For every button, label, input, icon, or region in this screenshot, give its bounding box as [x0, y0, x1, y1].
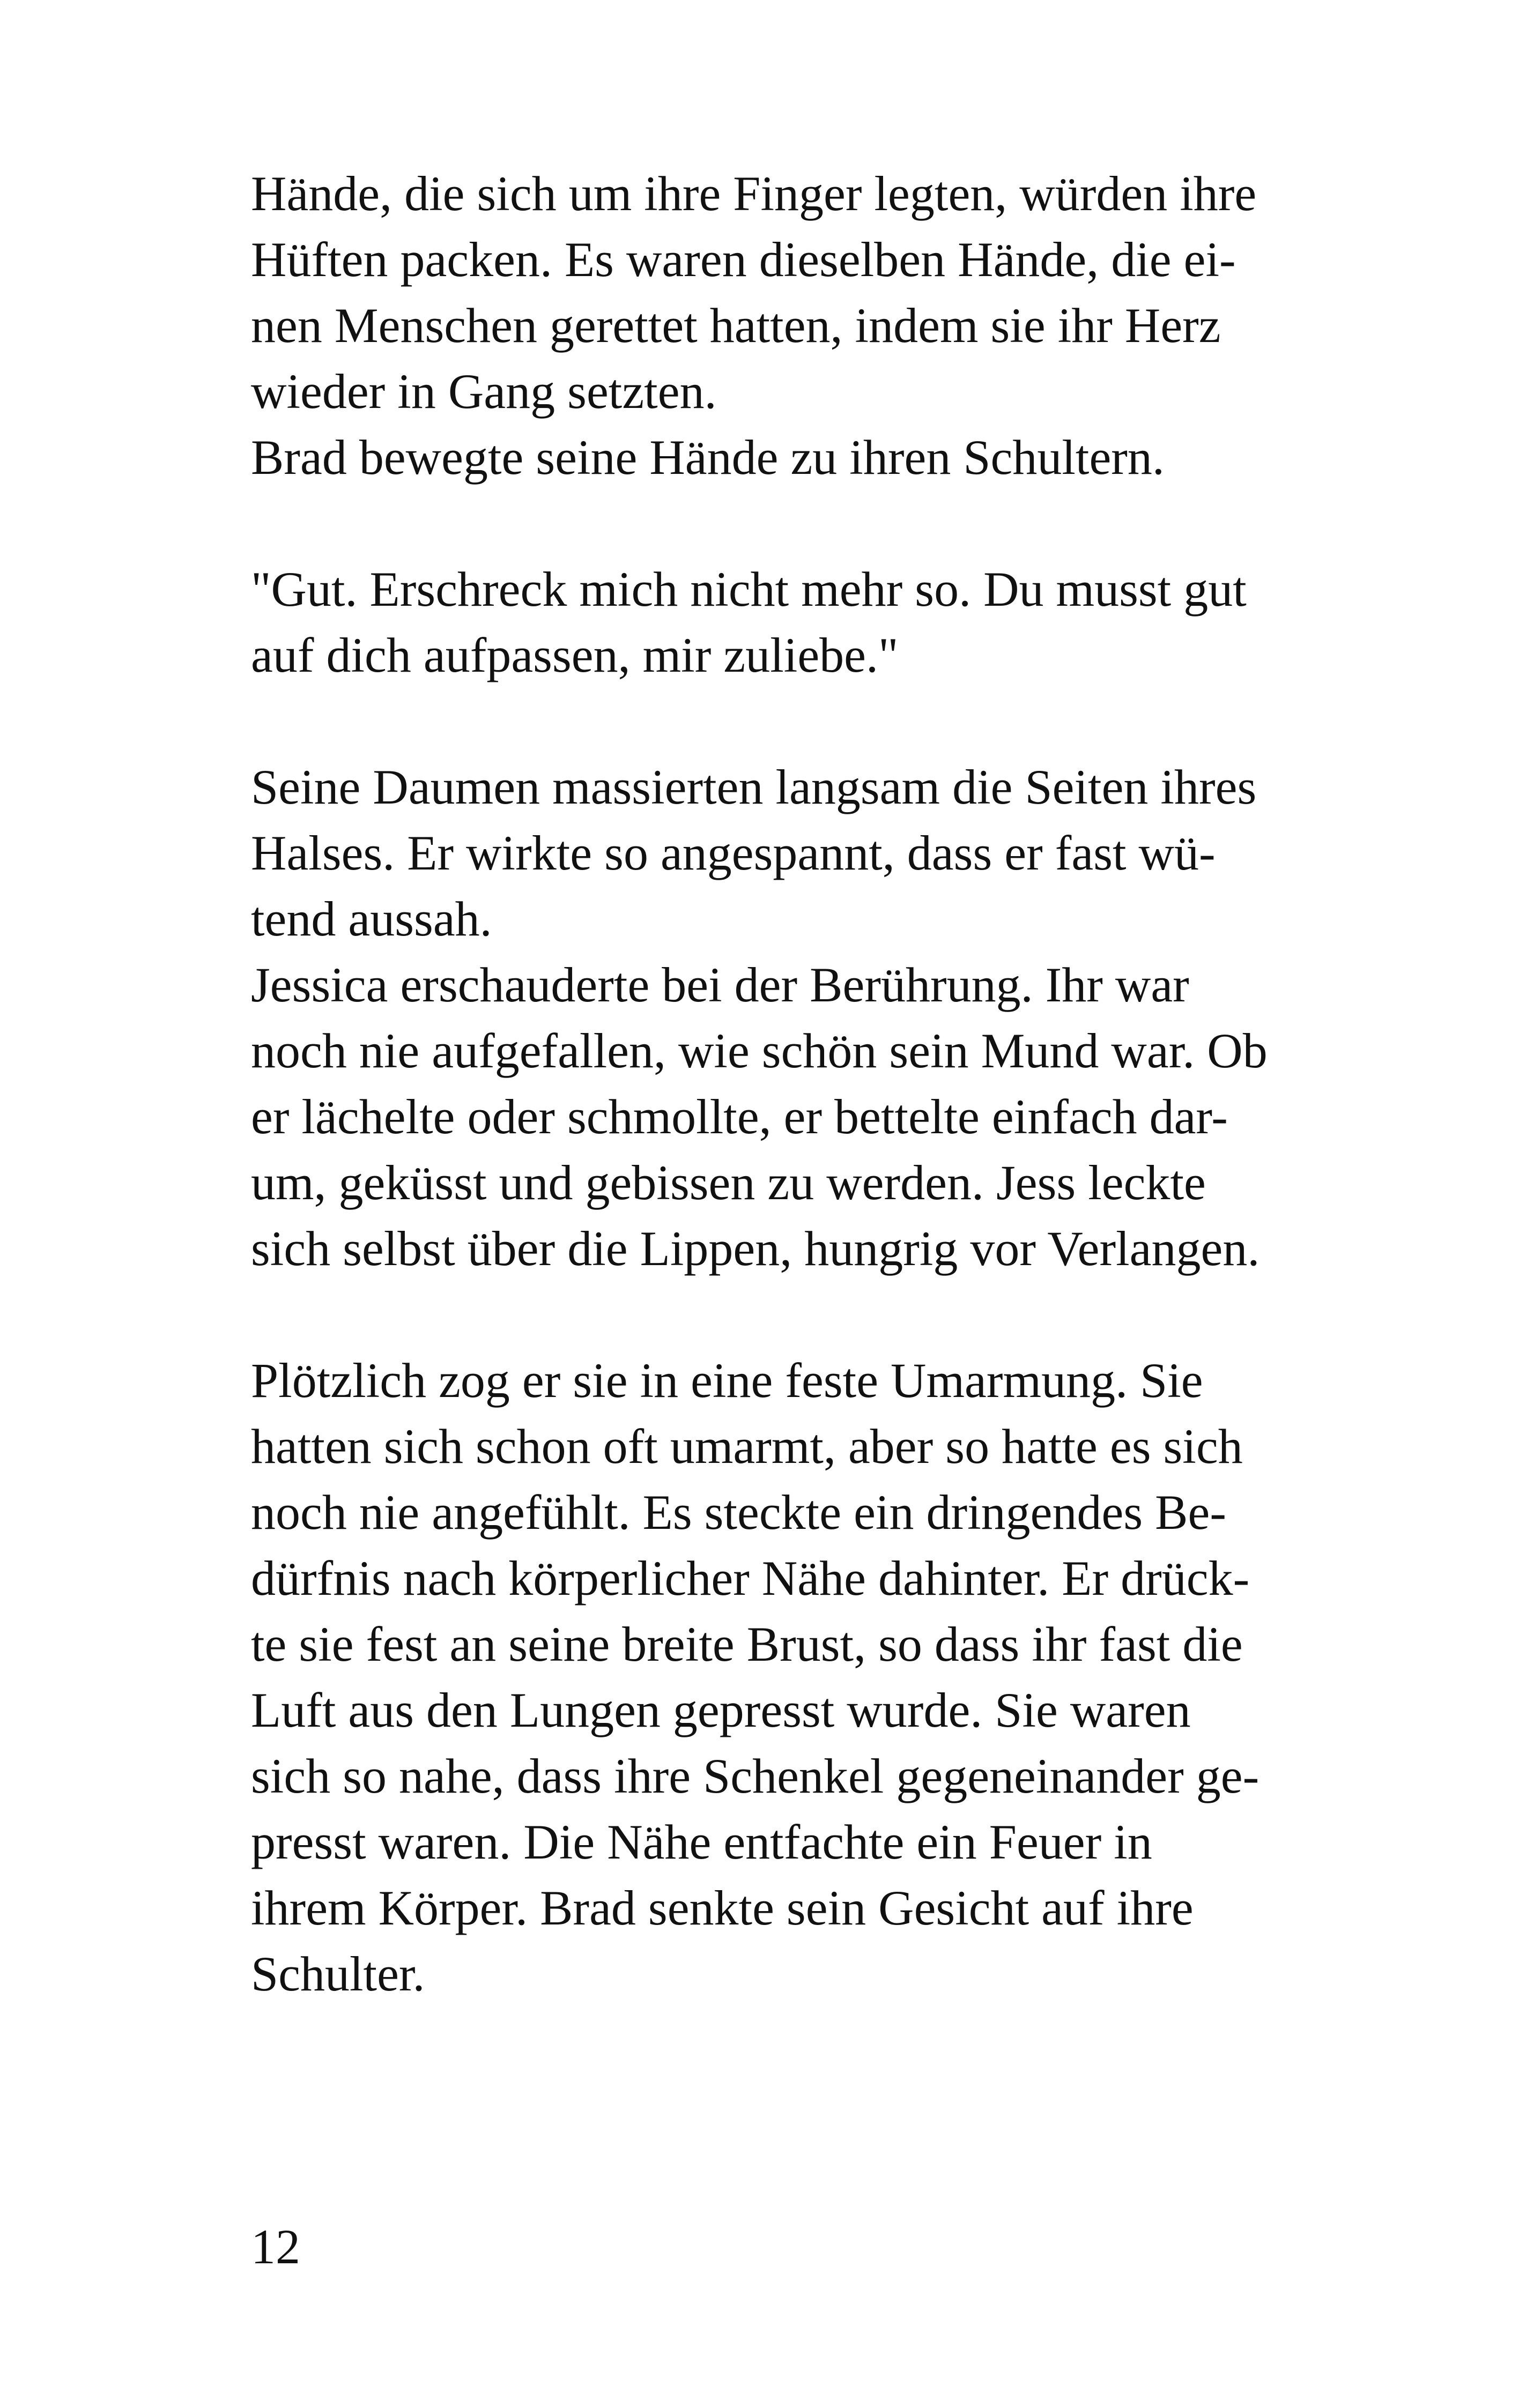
- paragraph-gap: [251, 1282, 1270, 1348]
- paragraph-1: [251, 161, 1270, 490]
- paragraph-4: [251, 1348, 1270, 2007]
- text-line: tend aussah.: [251, 891, 492, 946]
- paragraph-3: [251, 754, 1270, 1282]
- text-line: Schulter.: [251, 1946, 425, 2001]
- page-number: 12: [251, 2219, 300, 2274]
- text-line: Hände, die sich um ihre Finger legten, würden ihre: [251, 166, 1257, 221]
- paragraph-2: [251, 556, 1270, 688]
- text-line: Hüften packen. Es waren dieselben Hände, die ei-: [251, 232, 1236, 287]
- text-line: dürfnis nach körperlicher Nähe dahinter. Er drück-: [251, 1551, 1250, 1606]
- paragraph-gap: [251, 490, 1270, 556]
- paragraph-gap: [251, 688, 1270, 754]
- text-line: nen Menschen gerettet hatten, indem sie ihr Herz: [251, 298, 1221, 353]
- text-line: "Gut. Erschreck mich nicht mehr so. Du musst gut: [251, 562, 1247, 616]
- text-line: sich selbst über die Lippen, hungrig vor Verlangen.: [251, 1221, 1260, 1276]
- text-line: auf dich aufpassen, mir zuliebe.": [251, 628, 899, 682]
- text-line: Halses. Er wirkte so angespannt, dass er fast wü-: [251, 826, 1216, 880]
- text-line: um, geküsst und gebissen zu werden. Jess leckte: [251, 1155, 1206, 1210]
- text-line: te sie fest an seine breite Brust, so dass ihr fast die: [251, 1617, 1243, 1671]
- text-line: sich so nahe, dass ihre Schenkel gegeneinander ge-: [251, 1749, 1259, 1803]
- text-line: er lächelte oder schmollte, er bettelte einfach dar-: [251, 1089, 1228, 1144]
- text-line: Jessica erschauderte bei der Berührung. Ihr war: [251, 957, 1189, 1012]
- text-line: noch nie aufgefallen, wie schön sein Mund war. Ob: [251, 1023, 1268, 1078]
- body-text: [251, 161, 1270, 2007]
- text-line: Luft aus den Lungen gepresst wurde. Sie waren: [251, 1683, 1191, 1737]
- text-line: hatten sich schon oft umarmt, aber so hatte es sich: [251, 1419, 1243, 1474]
- text-line: Brad bewegte seine Hände zu ihren Schultern.: [251, 430, 1165, 485]
- text-line: Seine Daumen massierten langsam die Seiten ihres: [251, 760, 1257, 814]
- text-line: noch nie angefühlt. Es steckte ein dringendes Be-: [251, 1485, 1226, 1540]
- text-line: Plötzlich zog er sie in eine feste Umarmung. Sie: [251, 1353, 1203, 1408]
- text-line: ihrem Körper. Brad senkte sein Gesicht auf ihre: [251, 1881, 1194, 1935]
- text-line: presst waren. Die Nähe entfachte ein Feuer in: [251, 1815, 1152, 1869]
- text-line: wieder in Gang setzten.: [251, 364, 717, 419]
